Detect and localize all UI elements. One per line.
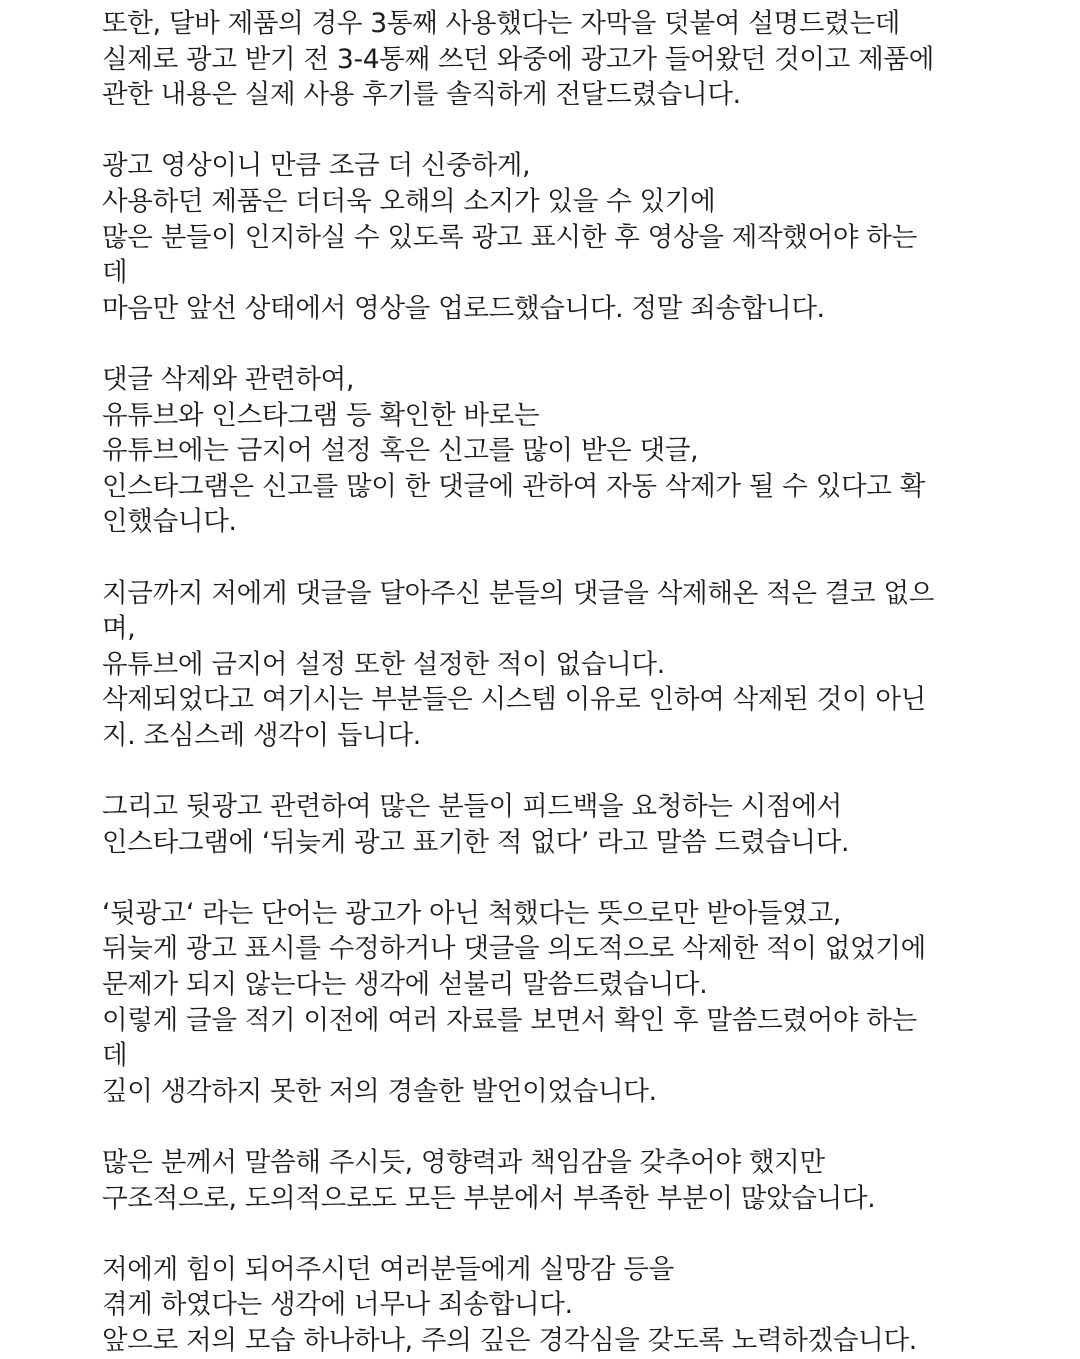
text-line: 깊이 생각하지 못한 저의 경솔한 발언이었습니다. <box>102 1075 657 1107</box>
paragraph-ad-video <box>102 148 1040 326</box>
paragraph-comment-deletion <box>102 362 1040 540</box>
text-line: 광고 영상이니 만큼 조금 더 신중하게, <box>102 150 531 182</box>
text-line: 삭제되었다고 여기시는 부분들은 시스템 이유로 인하여 삭제된 것이 아닌 <box>102 684 926 716</box>
text-line: 많은 분들이 인지하실 수 있도록 광고 표시한 후 영상을 제작했어야 하는 <box>102 221 917 253</box>
text-line: 그리고 뒷광고 관련하여 많은 분들이 피드백을 요청하는 시점에서 <box>102 791 842 823</box>
text-line: 또한, 달바 제품의 경우 3통째 사용했다는 자막을 덧붙여 설명드렸는데 <box>102 8 901 39</box>
text-line: 인스타그램은 신고를 많이 한 댓글에 관하여 자동 삭제가 될 수 있다고 확 <box>102 470 926 502</box>
text-line: 많은 분께서 말씀해 주시듯, 영향력과 책임감을 갖추어야 했지만 <box>102 1147 825 1178</box>
paragraph-product-ad <box>102 6 1040 113</box>
text-line: 겪게 하였다는 생각에 너무나 죄송합니다. <box>102 1289 573 1321</box>
text-line: 마음만 앞선 상태에서 영상을 업로드했습니다. 정말 죄송합니다. <box>102 292 825 324</box>
text-line: 댓글 삭제와 관련하여, <box>102 363 355 395</box>
text-line: 저에게 힘이 되어주시던 여러분들에게 실망감 등을 <box>102 1253 674 1285</box>
paragraph-responsibility <box>102 1145 1040 1216</box>
text-line: 데 <box>102 257 128 289</box>
text-line: 유튜브에 금지어 설정 또한 설정한 적이 없습니다. <box>102 648 665 680</box>
text-line: 실제로 광고 받기 전 3-4통째 쓰던 와중에 광고가 들어왔던 것이고 제품에 <box>102 43 934 75</box>
text-line: 관한 내용은 실제 사용 후기를 솔직하게 전달드렸습니다. <box>102 79 741 111</box>
text-line: 뒤늦게 광고 표시를 수정하거나 댓글을 의도적으로 삭제한 적이 없었기에 <box>102 933 926 965</box>
paragraph-backdoor-ad-meaning <box>102 896 1040 1110</box>
text-line: 문제가 되지 않는다는 생각에 섣불리 말씀드렸습니다. <box>102 969 708 1001</box>
text-line: 데 <box>102 1040 128 1072</box>
paragraph-apology-closing <box>102 1252 1040 1359</box>
paragraph-never-deleted <box>102 576 1040 754</box>
text-line: 사용하던 제품은 더더욱 오해의 소지가 있을 수 있기에 <box>102 185 716 217</box>
text-line: 인했습니다. <box>102 506 237 538</box>
text-line: 구조적으로, 도의적으로도 모든 부분에서 부족한 부분이 많았습니다. <box>102 1182 876 1214</box>
text-line: 지금까지 저에게 댓글을 달아주신 분들의 댓글을 삭제해온 적은 결코 없으 <box>102 577 935 609</box>
text-line: 유튜브와 인스타그램 등 확인한 바로는 <box>102 399 540 431</box>
paragraph-backdoor-ad-feedback <box>102 789 1040 860</box>
text-line: ‘뒷광고‘ 라는 단어는 광고가 아닌 척했다는 뜻으로만 받아들였고, <box>102 897 842 929</box>
text-line: 유튜브에는 금지어 설정 혹은 신고를 많이 받은 댓글, <box>102 435 699 467</box>
text-line: 지. 조심스레 생각이 듭니다. <box>102 719 421 751</box>
text-line: 인스타그램에 ‘뒤늦게 광고 표기한 적 없다’ 라고 말씀 드렸습니다. <box>102 826 850 858</box>
text-line: 앞으로 저의 모습 하나하나, 주의 깊은 경각심을 갖도록 노력하겠습니다. <box>102 1324 917 1356</box>
text-line: 며, <box>102 613 136 645</box>
text-line: 이렇게 글을 적기 이전에 여러 자료를 보면서 확인 후 말씀드렸어야 하는 <box>102 1004 917 1036</box>
